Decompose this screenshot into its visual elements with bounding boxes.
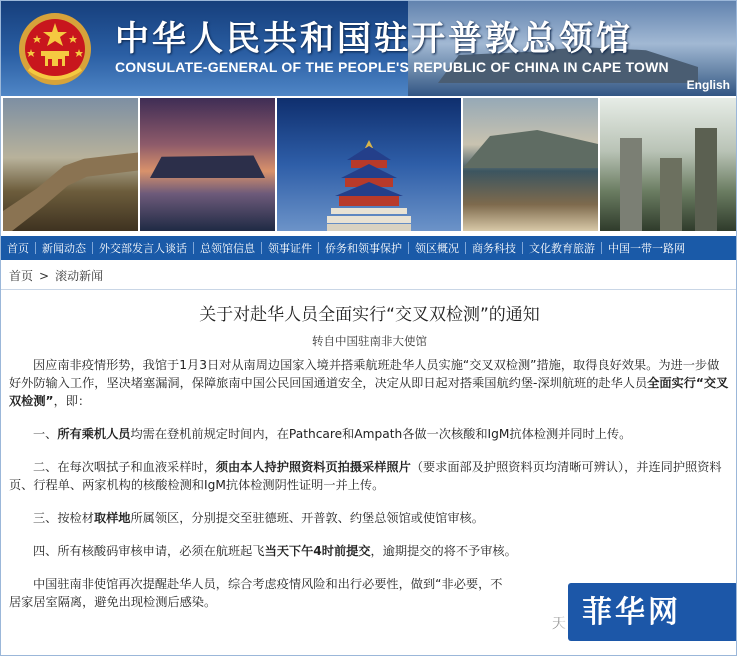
breadcrumb-current[interactable]: 滚动新闻 bbox=[55, 269, 104, 283]
photo-banner bbox=[1, 96, 737, 233]
site-title-chinese: 中华人民共和国驻开普敦总领馆 bbox=[115, 19, 633, 59]
table-mountain-sunset-photo bbox=[140, 98, 275, 231]
nav-overseas-protection[interactable]: 侨务和领事保护 bbox=[325, 242, 402, 255]
misty-peaks-photo bbox=[600, 98, 736, 231]
great-wall-photo bbox=[3, 98, 138, 231]
watermark bbox=[546, 573, 737, 656]
nav-spokesperson[interactable]: 外交部发言人谈话 bbox=[99, 242, 187, 255]
nav-belt-road[interactable]: 中国一带一路网 bbox=[608, 242, 685, 255]
article-title: 关于对赴华人员全面实行“交叉双检测”的通知 bbox=[199, 305, 540, 325]
paragraph-5: 四、所有核酸码审核申请，必须在航班起飞当天下午4时前提交，逾期提交的将不予审核。 bbox=[33, 544, 517, 558]
watermark-small-text: 天 bbox=[552, 616, 566, 632]
paragraph-4: 三、按检材取样地所属领区，分别提交至驻德班、开普敦、约堡总领馆或使馆审核。 bbox=[33, 511, 484, 525]
nav-district-overview[interactable]: 领区概况 bbox=[415, 242, 459, 255]
paragraph-3: 二、在每次咽拭子和血液采样时，须由本人持护照资料页拍摄采样照片（要求面部及护照资料页均清晰可辨认），并连同护照资料页、行程单、两家机构的核酸检测和IgM抗体检测阴性证明一并上传。 bbox=[9, 460, 722, 492]
breadcrumb-home[interactable]: 首页 bbox=[9, 269, 34, 283]
english-language-link[interactable]: English bbox=[686, 78, 730, 92]
nav-home[interactable]: 首页 bbox=[7, 242, 29, 255]
paragraph-6: 中国驻南非使馆再次提醒赴华人员，综合考虑疫情风险和出行必要性，做到“非必要，不 居家居室隔离，避免出现检测后感染。 bbox=[9, 577, 503, 609]
watermark-text: 菲华网 bbox=[582, 595, 681, 630]
nav-consulate-info[interactable]: 总领馆信息 bbox=[200, 242, 255, 255]
nav-business[interactable]: 商务科技 bbox=[472, 242, 516, 255]
paragraph-1: 因应南非疫情形势，我馆于1月3日对从南周边国家入境并搭乘航班赴华人员实施“交叉双检测”措施，取得良好效果。为进一步做好外防输入工作，坚决堵塞漏洞，保障旅南中国公民回国通道安全，决定从即日起对搭乘国航约堡-深圳航班的赴华人员全面实行“交叉双检测”，即： bbox=[9, 358, 729, 408]
site-header bbox=[1, 1, 737, 96]
article-source: 转自中国驻南非大使馆 bbox=[312, 334, 427, 348]
national-emblem-icon bbox=[15, 11, 95, 87]
breadcrumb-divider bbox=[1, 289, 737, 290]
temple-of-heaven-photo bbox=[277, 98, 461, 231]
temple-icon bbox=[327, 138, 411, 231]
breadcrumb bbox=[9, 267, 103, 284]
main-nav bbox=[1, 236, 737, 260]
nav-news[interactable]: 新闻动态 bbox=[42, 242, 86, 255]
site-title-english: CONSULATE-GENERAL OF THE PEOPLE'S REPUBLIC OF CHINA IN CAPE TOWN bbox=[115, 59, 669, 75]
paragraph-2: 一、所有乘机人员均需在登机前规定时间内，在Pathcare和Ampath各做一次核酸和IgM抗体检测并同时上传。 bbox=[33, 427, 632, 441]
coastal-bay-photo bbox=[463, 98, 598, 231]
nav-culture[interactable]: 文化教育旅游 bbox=[529, 242, 595, 255]
nav-consular-docs[interactable]: 领事证件 bbox=[268, 242, 312, 255]
breadcrumb-separator: > bbox=[39, 268, 50, 283]
